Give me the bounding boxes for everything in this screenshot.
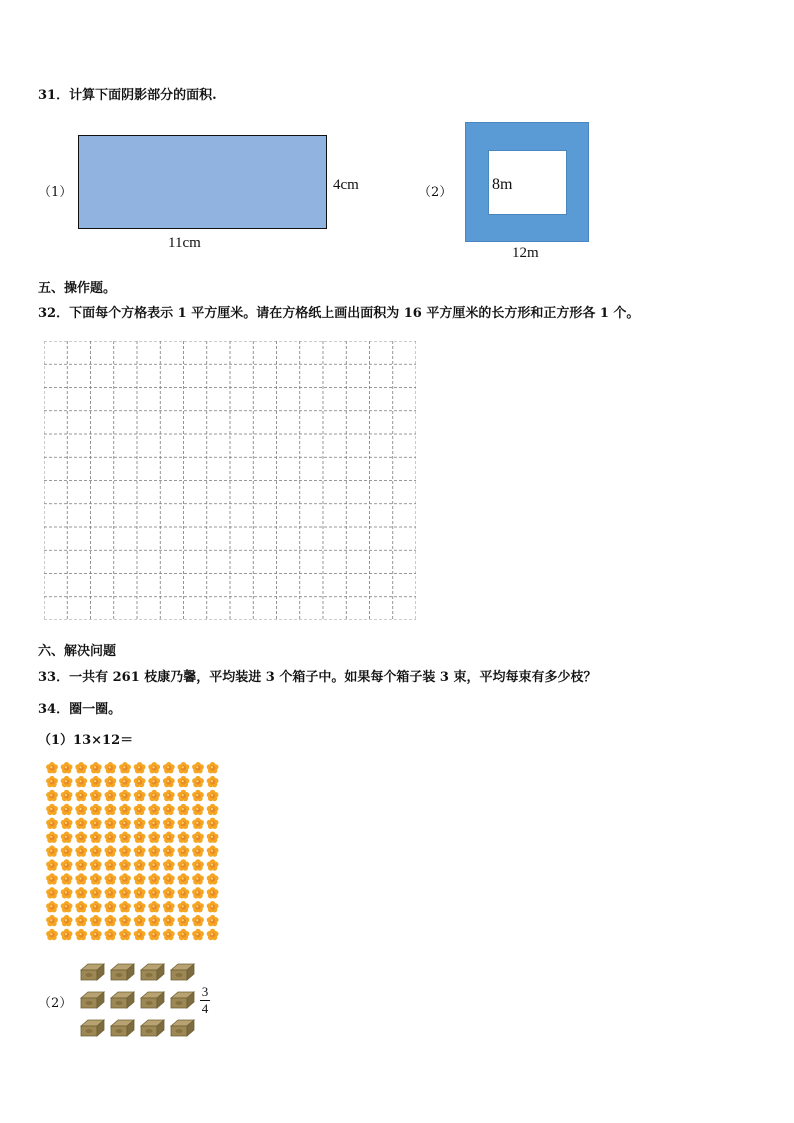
flower-icon: [178, 901, 190, 912]
flower-icon: [192, 859, 204, 870]
flower-icon: [178, 790, 190, 801]
flower-icon: [105, 859, 117, 870]
flower-icon: [90, 790, 102, 801]
brick-array: [78, 960, 202, 1044]
flower-icon: [75, 901, 87, 912]
flower-icon: [207, 776, 219, 787]
flower-icon: [75, 845, 87, 856]
flower-icon: [61, 762, 73, 773]
flower-icon: [192, 776, 204, 787]
flower-icon: [105, 915, 117, 926]
flower-array: [44, 760, 228, 944]
flower-icon: [207, 915, 219, 926]
flower-icon: [178, 929, 190, 940]
flower-icon: [207, 762, 219, 773]
flower-icon: [105, 873, 117, 884]
square-grid-paper: [44, 341, 416, 620]
flower-icon: [192, 901, 204, 912]
flower-icon: [163, 790, 175, 801]
flower-icon: [163, 804, 175, 815]
flower-icon: [178, 859, 190, 870]
flower-icon: [192, 818, 204, 829]
outer-side-label: 12m: [512, 245, 539, 261]
section-6-title: 六、解决问题: [38, 644, 117, 659]
flower-icon: [178, 776, 190, 787]
flower-icon: [119, 790, 131, 801]
flower-icon: [163, 832, 175, 843]
flower-icon: [207, 845, 219, 856]
flower-icon: [90, 929, 102, 940]
flower-icon: [207, 901, 219, 912]
flower-icon: [178, 804, 190, 815]
flower-icon: [61, 929, 73, 940]
brick-icon: [111, 1020, 134, 1036]
brick-icon: [81, 992, 104, 1008]
flower-icon: [105, 887, 117, 898]
flower-icon: [119, 832, 131, 843]
question-33: 33．一共有 261 枝康乃馨，平均装进 3 个箱子中。如果每个箱子装 3 束，平均每束有多少枝？: [38, 670, 597, 685]
flower-icon: [148, 818, 160, 829]
flower-icon: [134, 845, 146, 856]
brick-icon: [171, 992, 194, 1008]
flower-icon: [61, 915, 73, 926]
flower-icon: [75, 915, 87, 926]
flower-icon: [90, 832, 102, 843]
flower-icon: [90, 818, 102, 829]
flower-icon: [90, 915, 102, 926]
flower-icon: [207, 818, 219, 829]
flower-icon: [148, 776, 160, 787]
flower-icon: [46, 776, 58, 787]
flower-icon: [134, 887, 146, 898]
flower-icon: [61, 776, 73, 787]
flower-icon: [178, 887, 190, 898]
flower-icon: [134, 790, 146, 801]
part-2-label: （2）: [418, 185, 453, 200]
flower-icon: [148, 762, 160, 773]
flower-icon: [134, 929, 146, 940]
brick-icon: [81, 1020, 104, 1036]
flower-icon: [105, 762, 117, 773]
brick-icon: [171, 1020, 194, 1036]
flower-icon: [148, 845, 160, 856]
flower-icon: [192, 873, 204, 884]
flower-icon: [75, 859, 87, 870]
flower-icon: [163, 845, 175, 856]
flower-icon: [46, 762, 58, 773]
flower-icon: [105, 818, 117, 829]
flower-icon: [46, 915, 58, 926]
flower-icon: [46, 929, 58, 940]
flower-icon: [105, 832, 117, 843]
flower-icon: [61, 832, 73, 843]
flower-icon: [192, 804, 204, 815]
fraction-three-quarters: [200, 985, 210, 1016]
flower-icon: [178, 915, 190, 926]
flower-icon: [178, 818, 190, 829]
flower-icon: [75, 832, 87, 843]
flower-icon: [192, 790, 204, 801]
flower-icon: [148, 859, 160, 870]
flower-icon: [90, 776, 102, 787]
flower-icon: [61, 887, 73, 898]
flower-icon: [207, 832, 219, 843]
flower-icon: [192, 832, 204, 843]
brick-icon: [141, 964, 164, 980]
flower-icon: [192, 762, 204, 773]
flower-icon: [134, 776, 146, 787]
flower-icon: [134, 818, 146, 829]
flower-icon: [46, 832, 58, 843]
flower-icon: [61, 859, 73, 870]
flower-icon: [75, 804, 87, 815]
flower-icon: [192, 915, 204, 926]
fraction-denominator: 4: [201, 1001, 209, 1016]
flower-icon: [148, 804, 160, 815]
flower-icon: [119, 887, 131, 898]
flower-icon: [105, 776, 117, 787]
flower-icon: [119, 859, 131, 870]
flower-icon: [61, 901, 73, 912]
brick-icon: [111, 964, 134, 980]
flower-icon: [46, 790, 58, 801]
flower-icon: [90, 901, 102, 912]
flower-icon: [75, 818, 87, 829]
flower-icon: [105, 790, 117, 801]
flower-icon: [90, 873, 102, 884]
flower-icon: [163, 859, 175, 870]
flower-icon: [207, 790, 219, 801]
flower-icon: [119, 873, 131, 884]
flower-icon: [148, 873, 160, 884]
flower-icon: [90, 762, 102, 773]
flower-icon: [75, 790, 87, 801]
flower-icon: [61, 804, 73, 815]
flower-icon: [134, 762, 146, 773]
flower-icon: [75, 776, 87, 787]
flower-icon: [46, 818, 58, 829]
flower-icon: [163, 901, 175, 912]
flower-icon: [46, 887, 58, 898]
flower-icon: [75, 929, 87, 940]
question-32: 32．下面每个方格表示 1 平方厘米。请在方格纸上画出面积为 16 平方厘米的长方形和正方形各 1 个。: [38, 306, 640, 321]
flower-icon: [134, 832, 146, 843]
flower-icon: [119, 818, 131, 829]
brick-icon: [171, 964, 194, 980]
flower-icon: [90, 804, 102, 815]
question-31: 31．计算下面阴影部分的面积.: [38, 88, 217, 103]
flower-icon: [134, 901, 146, 912]
flower-icon: [134, 873, 146, 884]
flower-icon: [61, 790, 73, 801]
flower-icon: [75, 887, 87, 898]
flower-icon: [61, 845, 73, 856]
brick-icon: [141, 1020, 164, 1036]
flower-icon: [46, 873, 58, 884]
flower-icon: [105, 901, 117, 912]
flower-icon: [119, 901, 131, 912]
flower-icon: [163, 887, 175, 898]
flower-icon: [163, 776, 175, 787]
flower-icon: [105, 804, 117, 815]
flower-icon: [119, 845, 131, 856]
inner-side-label: 8m: [492, 176, 513, 193]
flower-icon: [119, 915, 131, 926]
flower-icon: [90, 887, 102, 898]
flower-icon: [178, 873, 190, 884]
flower-icon: [148, 887, 160, 898]
flower-icon: [163, 929, 175, 940]
flower-icon: [207, 859, 219, 870]
flower-icon: [192, 887, 204, 898]
flower-icon: [134, 915, 146, 926]
question-34: 34．圈一圈。: [38, 702, 122, 717]
flower-icon: [148, 915, 160, 926]
flower-icon: [119, 929, 131, 940]
flower-icon: [119, 804, 131, 815]
rectangle-width-label: 11cm: [168, 235, 201, 251]
flower-icon: [207, 804, 219, 815]
flower-icon: [178, 762, 190, 773]
brick-icon: [111, 992, 134, 1008]
flower-icon: [178, 845, 190, 856]
flower-icon: [163, 762, 175, 773]
section-5-title: 五、操作题。: [38, 281, 117, 296]
part-1-expression: （1）13×12＝: [38, 733, 134, 748]
flower-icon: [46, 901, 58, 912]
flower-icon: [46, 859, 58, 870]
flower-icon: [207, 873, 219, 884]
rectangle-height-label: 4cm: [333, 177, 359, 193]
flower-icon: [61, 873, 73, 884]
flower-icon: [119, 776, 131, 787]
flower-icon: [148, 901, 160, 912]
flower-icon: [105, 845, 117, 856]
flower-icon: [75, 762, 87, 773]
flower-icon: [75, 873, 87, 884]
flower-icon: [119, 762, 131, 773]
flower-icon: [46, 845, 58, 856]
flower-icon: [178, 832, 190, 843]
flower-icon: [163, 818, 175, 829]
flower-icon: [207, 929, 219, 940]
flower-icon: [61, 818, 73, 829]
flower-icon: [207, 887, 219, 898]
flower-icon: [192, 929, 204, 940]
flower-icon: [46, 804, 58, 815]
flower-icon: [134, 859, 146, 870]
brick-icon: [141, 992, 164, 1008]
flower-icon: [148, 929, 160, 940]
part-2-label-34: （2）: [38, 996, 73, 1011]
flower-icon: [90, 845, 102, 856]
part-1-label: （1）: [38, 185, 73, 200]
flower-icon: [163, 873, 175, 884]
flower-icon: [163, 915, 175, 926]
flower-icon: [148, 832, 160, 843]
fraction-numerator: 3: [201, 984, 209, 999]
shaded-rectangle: [78, 135, 327, 229]
flower-icon: [192, 845, 204, 856]
brick-icon: [81, 964, 104, 980]
flower-icon: [105, 929, 117, 940]
flower-icon: [148, 790, 160, 801]
flower-icon: [90, 859, 102, 870]
flower-icon: [134, 804, 146, 815]
